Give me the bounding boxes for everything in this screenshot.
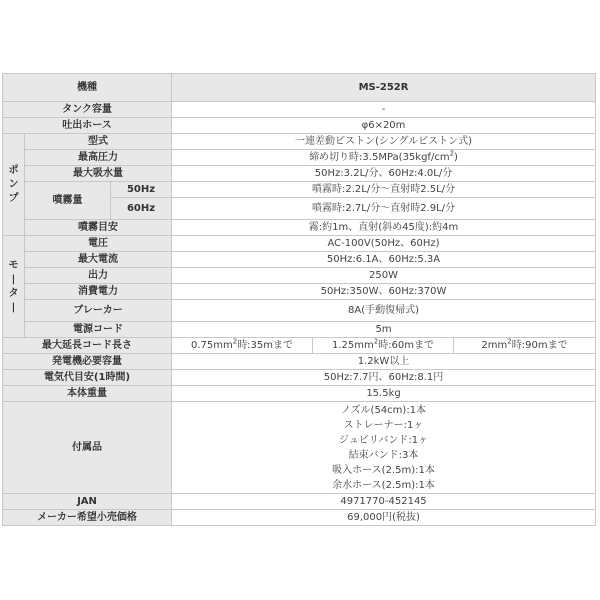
table-row-extension — [3, 338, 596, 354]
table-row-voltage — [3, 236, 596, 252]
value-max-intake: 50Hz:3.2L/分、60Hz:4.0L/分 — [172, 166, 596, 182]
table-row-power — [3, 284, 596, 300]
label-model: 機種 — [3, 74, 172, 102]
value-price: 69,000円(税抜) — [172, 510, 596, 526]
value-spray-50hz: 噴霧時:2.2L/分〜直射時2.5L/分 — [172, 182, 596, 198]
table-row-pump-type — [3, 134, 596, 150]
label-pump-type: 型式 — [25, 134, 172, 150]
value-weight: 15.5kg — [172, 386, 596, 402]
label-hose: 吐出ホース — [3, 118, 172, 134]
label-electricity: 電気代目安(1時間) — [3, 370, 172, 386]
label-max-intake: 最大吸水量 — [25, 166, 172, 182]
group-label-motor: モ | タ | — [3, 236, 25, 338]
label-price: メーカー希望小売価格 — [3, 510, 172, 526]
label-breaker: ブレーカー — [25, 300, 172, 322]
table-row-breaker — [3, 300, 596, 322]
accessory-item: 吸入ホース(2.5m):1本 — [332, 464, 435, 476]
label-power: 消費電力 — [25, 284, 172, 300]
table-row-output — [3, 268, 596, 284]
label-max-current: 最大電流 — [25, 252, 172, 268]
table-row-price — [3, 510, 596, 526]
value-extension-3: $2mm^2$時:90mまで — [454, 338, 596, 354]
table-row-spray-50hz — [3, 182, 596, 198]
value-tank: - — [172, 102, 596, 118]
label-max-pressure: 最高圧力 — [25, 150, 172, 166]
accessory-item: ノズル(54cm):1本 — [340, 404, 427, 416]
table-row-generator — [3, 354, 596, 370]
group-label-pump: ポ ン プ — [3, 134, 25, 236]
label-generator: 発電機必要容量 — [3, 354, 172, 370]
value-spray-60hz: 噴霧時:2.7L/分〜直射時2.9L/分 — [172, 198, 596, 220]
value-voltage: AC-100V(50Hz、60Hz) — [172, 236, 596, 252]
label-spray-amount: 噴霧量 — [25, 182, 111, 220]
accessory-item: 結束バンド:3本 — [348, 449, 419, 461]
label-voltage: 電圧 — [25, 236, 172, 252]
table-row-cord — [3, 322, 596, 338]
table-row-max-pressure — [3, 150, 596, 166]
label-jan: JAN — [3, 494, 172, 510]
table-row-max-intake — [3, 166, 596, 182]
value-accessories — [172, 402, 596, 494]
table-row-accessories — [3, 402, 596, 494]
value-pump-type: 一連差動ピストン(シングルピストン式) — [172, 134, 596, 150]
table-row-model — [3, 74, 596, 102]
label-output: 出力 — [25, 268, 172, 284]
label-weight: 本体重量 — [3, 386, 172, 402]
value-extension-2: $1.25mm^2$時:60mまで — [313, 338, 454, 354]
value-max-pressure: 締め切り時$:3.5MPa(35kgf/cm^2)$ — [172, 150, 596, 166]
value-extension-1: $0.75mm^2$時:35mまで — [172, 338, 313, 354]
value-max-current: 50Hz:6.1A、60Hz:5.3A — [172, 252, 596, 268]
value-hose: φ6×20m — [172, 118, 596, 134]
label-extension: 最大延長コード長さ — [3, 338, 172, 354]
value-breaker: 8A(手動復帰式) — [172, 300, 596, 322]
label-spray-50hz: 50Hz — [111, 182, 172, 198]
table-row-max-current — [3, 252, 596, 268]
label-cord: 電源コード — [25, 322, 172, 338]
value-model: MS-252R — [172, 74, 596, 102]
label-accessories: 付属品 — [3, 402, 172, 494]
value-cord: 5m — [172, 322, 596, 338]
accessory-item: 余水ホース(2.5m):1本 — [332, 479, 435, 491]
table-row-hose — [3, 118, 596, 134]
table-row-spray-range — [3, 220, 596, 236]
label-spray-60hz: 60Hz — [111, 198, 172, 220]
accessory-item: ストレーナー:1ヶ — [343, 419, 424, 431]
value-power: 50Hz:350W、60Hz:370W — [172, 284, 596, 300]
value-generator: 1.2kW以上 — [172, 354, 596, 370]
value-output: 250W — [172, 268, 596, 284]
table-row-electricity — [3, 370, 596, 386]
value-jan: 4971770-452145 — [172, 494, 596, 510]
table-row-weight — [3, 386, 596, 402]
value-electricity: 50Hz:7.7円、60Hz:8.1円 — [172, 370, 596, 386]
label-tank: タンク容量 — [3, 102, 172, 118]
table-row-tank — [3, 102, 596, 118]
value-spray-range: 霧:約1m、直射(斜め45度):約4m — [172, 220, 596, 236]
table-row-jan — [3, 494, 596, 510]
accessory-item: ジュビリバンド:1ヶ — [338, 434, 429, 446]
spec-table — [2, 73, 596, 526]
label-spray-range: 噴霧目安 — [25, 220, 172, 236]
